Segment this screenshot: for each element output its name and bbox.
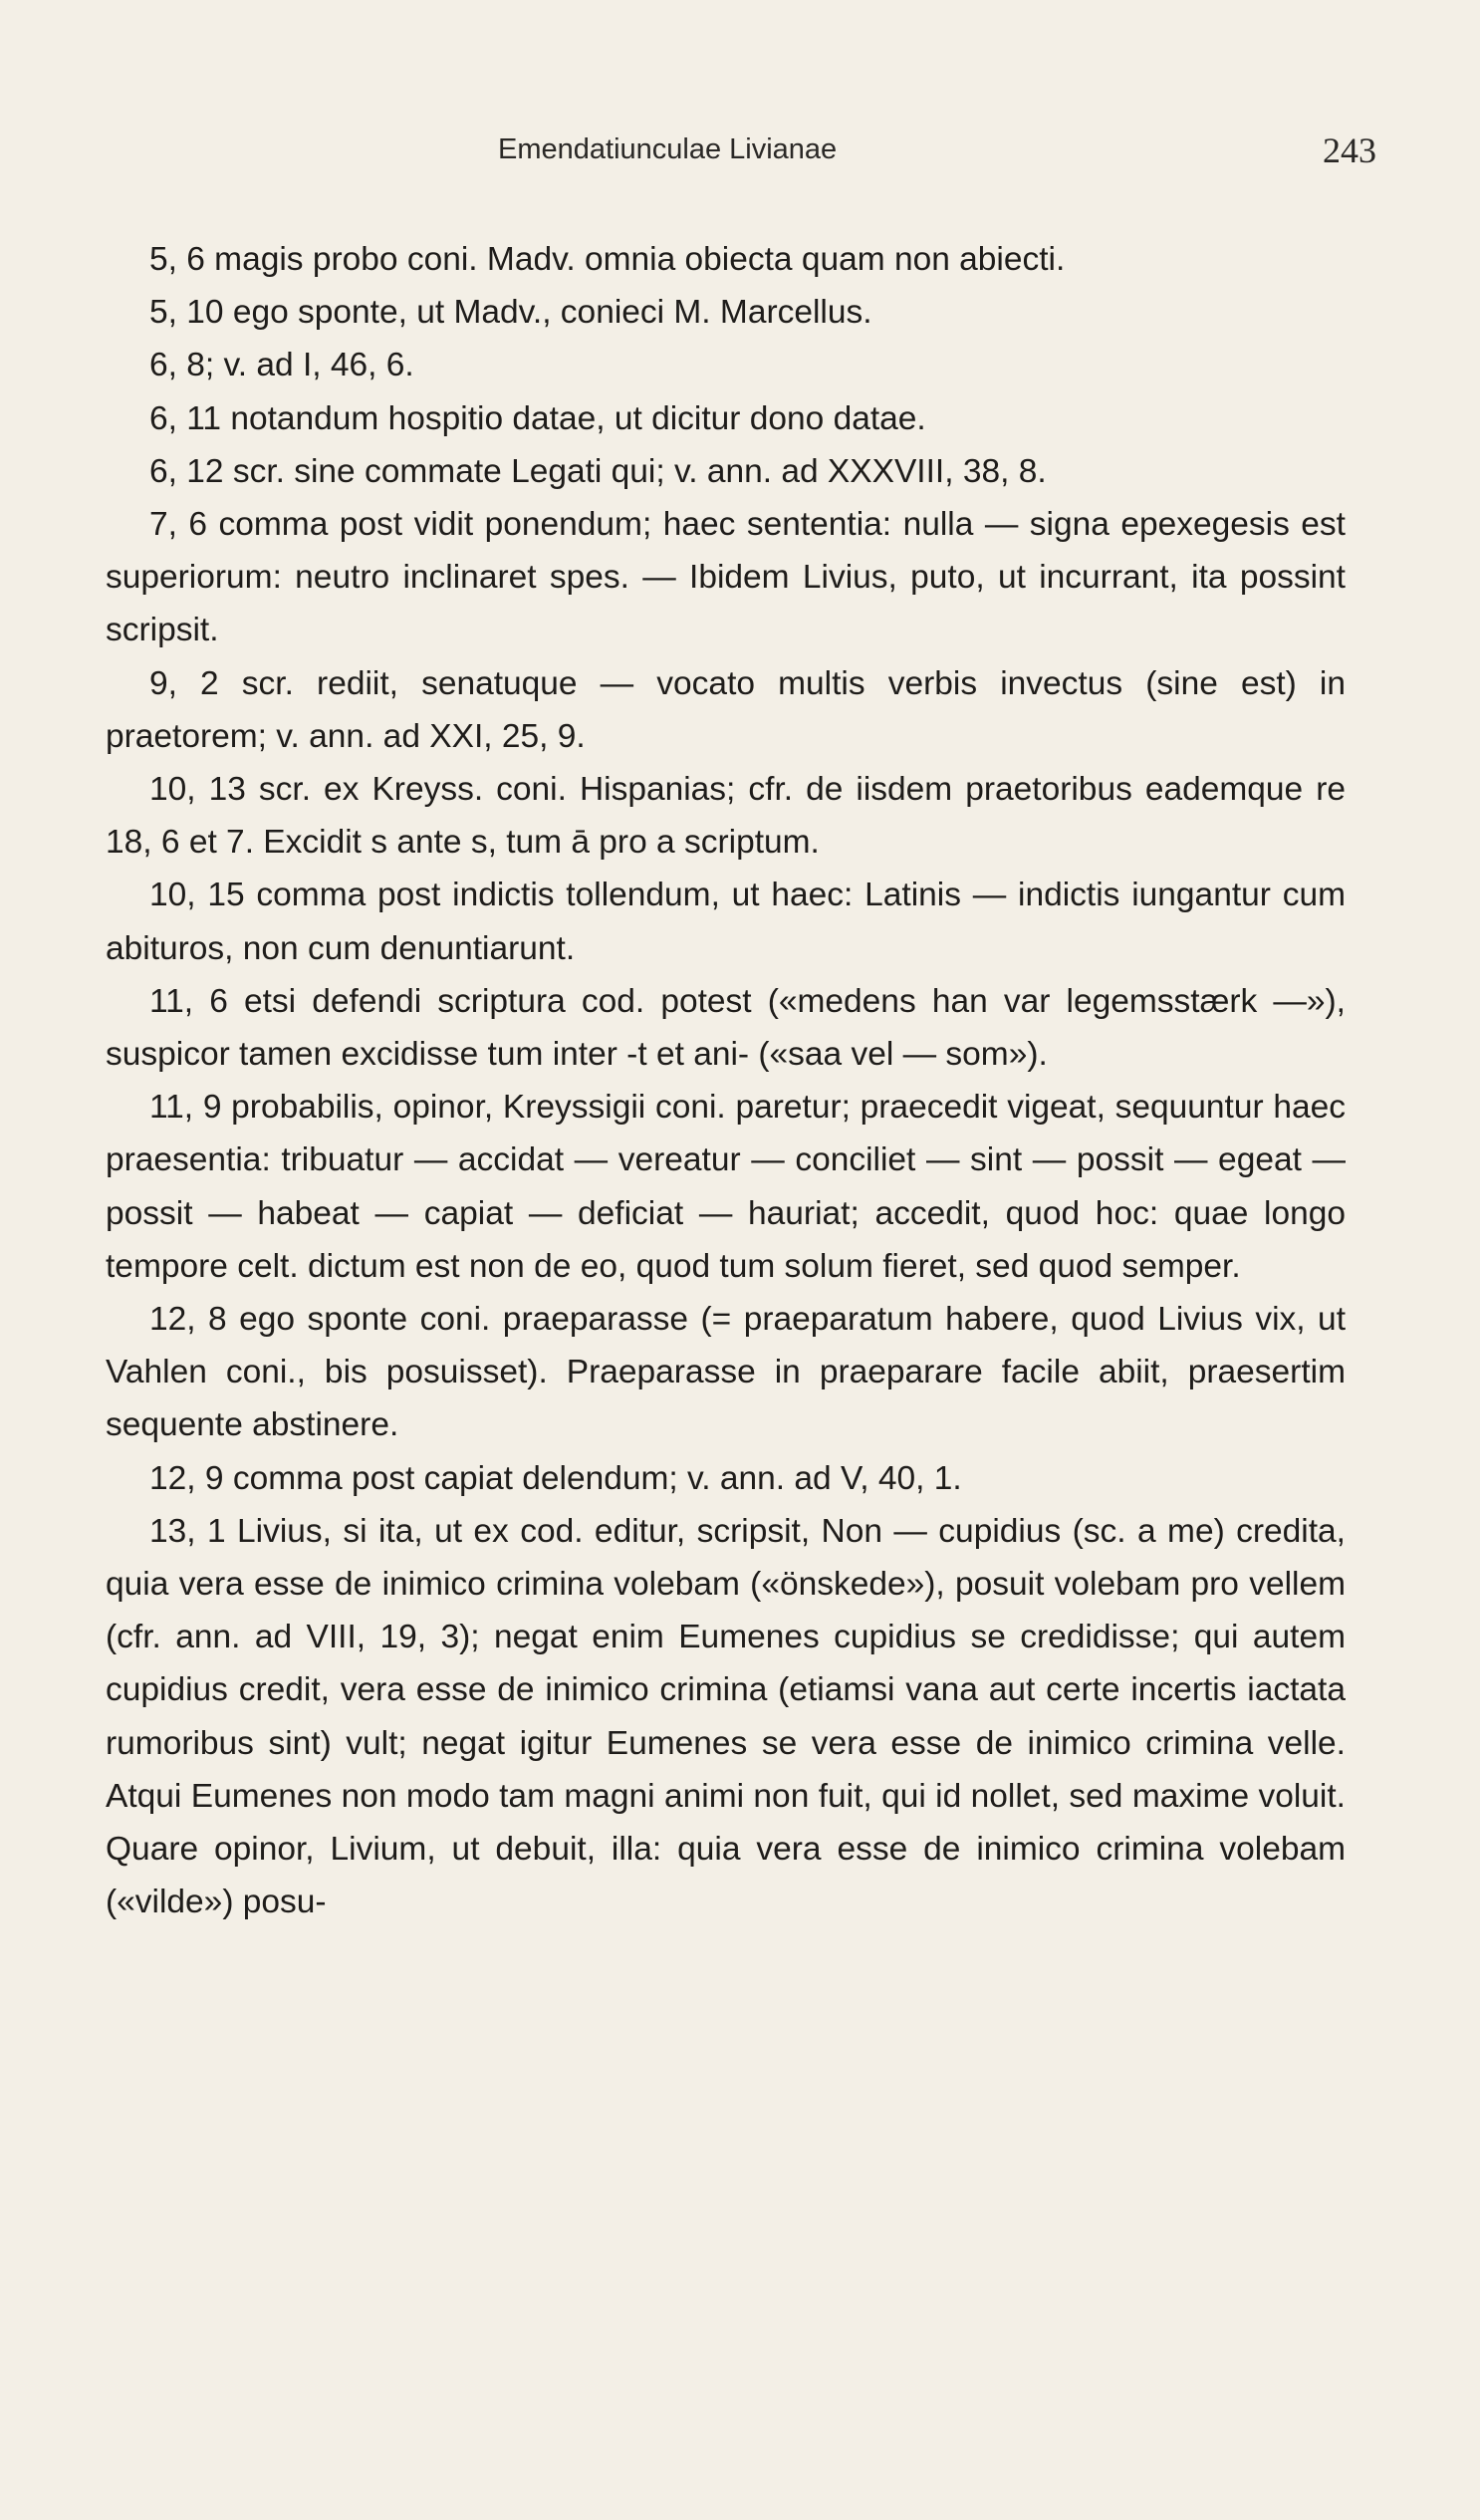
paragraph: 6, 12 scr. sine commate Legati qui; v. ann. ad XXXVIII, 38, 8. xyxy=(149,452,1047,490)
paragraph: 9, 2 scr. rediit, senatuque — vocato multis verbis invectus (sine est) in praetorem; v. ann. ad XXI, 25, 9. xyxy=(106,664,1346,755)
running-head: Emendatiunculae Livianae xyxy=(498,133,838,165)
paragraph: 6, 11 notandum hospitio datae, ut dicitur dono datae. xyxy=(149,399,926,437)
paragraph: 5, 10 ego sponte, ut Madv., conieci M. Marcellus. xyxy=(149,294,872,332)
paragraph: 10, 15 comma post indictis tollendum, ut haec: Latinis — indictis iungantur cum abituros, non cum denuntiarunt. xyxy=(106,877,1346,967)
paragraph: 12, 8 ego sponte coni. praeparasse (= praeparatum habere, quod Livius vix, ut Vahlen coni., bis posuisset). Praeparasse in praeparare facile abiit, praesertim sequente abstinere. xyxy=(106,1301,1346,1444)
paragraph: 10, 13 scr. ex Kreyss. coni. Hispanias; cfr. de iisdem praetoribus eademque re 18, 6 et 7. Excidit s ante s, tum ā pro a scriptum. xyxy=(106,771,1346,862)
paragraph: 5, 6 magis probo coni. Madv. omnia obiecta quam non abiecti. xyxy=(149,241,1066,278)
paragraph: 12, 9 comma post capiat delendum; v. ann. ad V, 40, 1. xyxy=(149,1459,962,1497)
paragraph: 11, 6 etsi defendi scriptura cod. potest («medens han var legemsstærk —»), suspicor tamen excidisse tum inter -t et ani- («saa vel — som»). xyxy=(106,982,1346,1074)
paragraph: 13, 1 Livius, si ita, ut ex cod. editur, scripsit, Non — cupidius (sc. a me) credita, quia vera esse de inimico crimina volebam («önskede»), posuit volebam pro vellem (cfr. ann. ad VIII, 19, 3); negat enim Eumenes cupidius se credidisse; qui autem cupidius credit, vera esse de inimico crimina (etiamsi vana aut certe incertis iactata rumoribus sint) vult; negat igitur Eumenes se vera esse de inimico crimina velle. Atqui Eumenes non modo tam magni animi non fuit, qui id nollet, sed maxime voluit. Quare opinor, Livium, ut debuit, illa: quia vera esse de inimico crimina volebam («vilde») posu- xyxy=(106,1512,1346,1921)
paragraph: 7, 6 comma post vidit ponendum; haec sententia: nulla — signa epexegesis est superiorum: neutro inclinaret spes. — Ibidem Livius, puto, ut incurrant, ita possint scripsit. xyxy=(106,506,1346,649)
paragraph: 11, 9 probabilis, opinor, Kreyssigii coni. paretur; praecedit vigeat, sequuntur haec praesentia: tribuatur — accidat — vereatur — conciliet — sint — possit — egeat — possit — habeat — capiat — deficiat — hauriat; accedit, quod hoc: quae longo tempore celt. dictum est non de eo, quod tum solum fieret, sed quod semper. xyxy=(106,1089,1346,1285)
page-header xyxy=(0,130,1480,183)
paragraph: 6, 8; v. ad I, 46, 6. xyxy=(149,347,414,384)
page-number: 243 xyxy=(1323,130,1376,170)
body-text xyxy=(106,233,1346,1929)
